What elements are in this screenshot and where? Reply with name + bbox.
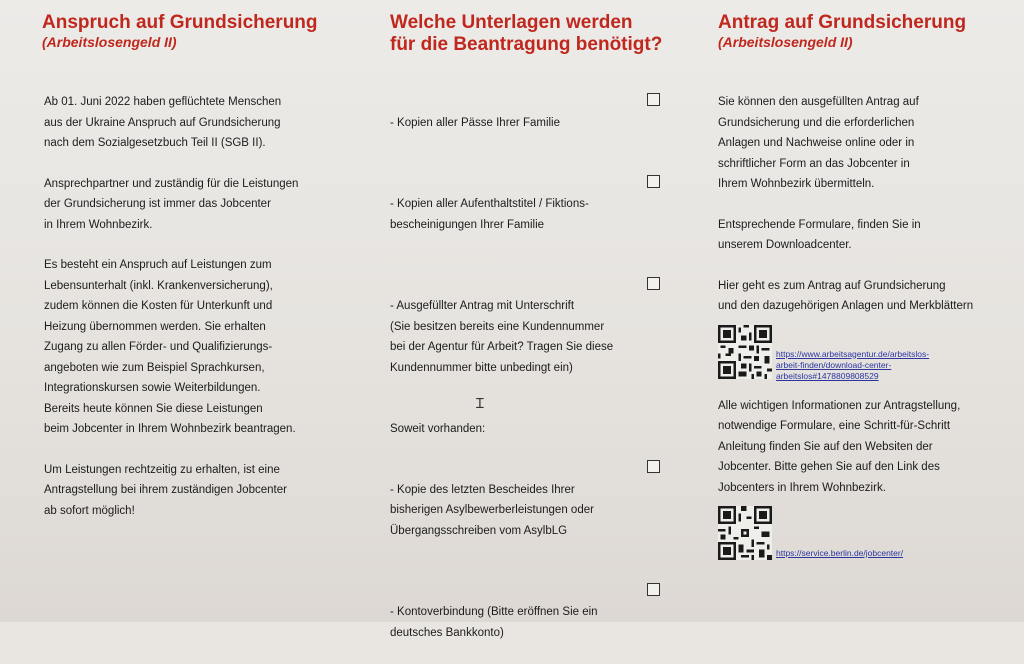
- qr-link-jobcenter: [718, 506, 1008, 560]
- section-title-line: Welche Unterlagen werden: [390, 12, 633, 33]
- checklist-item-label: - Kopien aller Aufenthaltstitel / Fiktions- bescheinigungen Ihrer Familie: [390, 198, 589, 231]
- paragraph: Hier geht es zum Antrag auf Grundsicherung und den dazugehörigen Anlagen und Merkblättern: [718, 279, 974, 312]
- checklist-item: [390, 582, 662, 664]
- checklist: [390, 92, 662, 664]
- checklist-item-label: - Kontoverbindung (Bitte eröffnen Sie ein deutsches Bankkonto): [390, 606, 598, 639]
- section-title-line: für die Beantragung benötigt?: [390, 34, 663, 55]
- checkbox-icon[interactable]: [647, 460, 660, 473]
- checklist-item-label: - Kopie des letzten Bescheides Ihrer bisherigen Asylbewerberleistungen oder Übergangsschreiben vom AsylbLG: [390, 483, 594, 537]
- checkbox-icon[interactable]: [647, 175, 660, 188]
- checklist-item: [390, 92, 662, 154]
- paragraph: Ab 01. Juni 2022 haben geflüchtete Menschen aus der Ukraine Anspruch auf Grundsicherung nach dem Sozialgesetzbuch Teil II (SGB II).: [44, 96, 282, 149]
- checklist-item-label: - Ausgefüllter Antrag mit Unterschrift (Sie besitzen bereits eine Kundennummer bei der Agentur für Arbeit? Tragen Sie diese Kundennummer bitte unbedingt ein): [390, 300, 614, 374]
- section-antrag: [718, 12, 1008, 558]
- checklist-item-label: - Kopien aller Pässe Ihrer Familie: [390, 116, 561, 129]
- paragraph: Um Leistungen rechtzeitig zu erhalten, ist eine Antragstellung bei ihrem zuständigen Jobcenter ab sofort möglich!: [44, 463, 287, 517]
- section-anspruch: [42, 12, 342, 517]
- qr-code-icon: [718, 506, 772, 560]
- section-body: [718, 92, 1008, 560]
- text-cursor-icon: Ɪ: [476, 395, 484, 411]
- paragraph: Alle wichtigen Informationen zur Antragstellung, notwendige Formulare, eine Schritt-für-Schritt Anleitung finden Sie auf den Websiten der Jobcenter. Bitte gehen Sie auf den Link des Jobcenters in Ihrem Wohnbezirk.: [718, 399, 961, 494]
- checkbox-icon[interactable]: [647, 583, 660, 596]
- paragraph: Es besteht ein Anspruch auf Leistungen zum Lebensunterhalt (inkl. Krankenversicherung), zudem können die Kosten für Unterkunft und Heizung übernommen werden. Sie erhalten Zugang zu allen Förder- und Qualifizierungs- angeboten wie zum Beispiel Sprachkursen, Integrationskursen sowie Weiterbildungen. Bereits heute können Sie diese Leistungen beim Jobcenter in Ihrem Wohnbezirk beantragen.: [44, 259, 296, 435]
- section-title: [390, 12, 680, 56]
- checklist-item: [390, 174, 662, 256]
- checklist-item: [390, 276, 662, 399]
- section-title: Anspruch auf Grundsicherung: [42, 12, 318, 33]
- qr-code-icon: [718, 325, 772, 379]
- section-title: Antrag auf Grundsicherung: [718, 12, 967, 33]
- jobcenter-link[interactable]: https://service.berlin.de/jobcenter/: [776, 548, 904, 558]
- arbeitsagentur-link[interactable]: https://www.arbeitsagentur.de/arbeitslos- arbeit-finden/download-center- arbeitslos#1478809808529: [776, 348, 930, 381]
- section-body: [44, 92, 344, 521]
- checklist-item: [390, 459, 662, 562]
- checkbox-icon[interactable]: [647, 277, 660, 290]
- qr-link-arbeitsagentur: [718, 325, 1008, 382]
- section-unterlagen: [390, 12, 680, 639]
- paragraph: Ansprechpartner und zuständig für die Leistungen der Grundsicherung ist immer das Jobcenter in Ihrem Wohnbezirk.: [44, 177, 299, 231]
- section-subtitle: (Arbeitslosengeld II): [42, 34, 177, 50]
- optional-note: Soweit vorhanden:: [390, 422, 486, 435]
- paragraph: Sie können den ausgefüllten Antrag auf Grundsicherung und die erforderlichen Anlagen und Nachweise online oder in schriftlicher Form an das Jobcenter in Ihrem Wohnbezirk übermitteln.: [718, 96, 919, 190]
- paragraph: Entsprechende Formulare, finden Sie in unserem Downloadcenter.: [718, 218, 921, 251]
- checkbox-icon[interactable]: [647, 93, 660, 106]
- section-subtitle: (Arbeitslosengeld II): [718, 34, 853, 50]
